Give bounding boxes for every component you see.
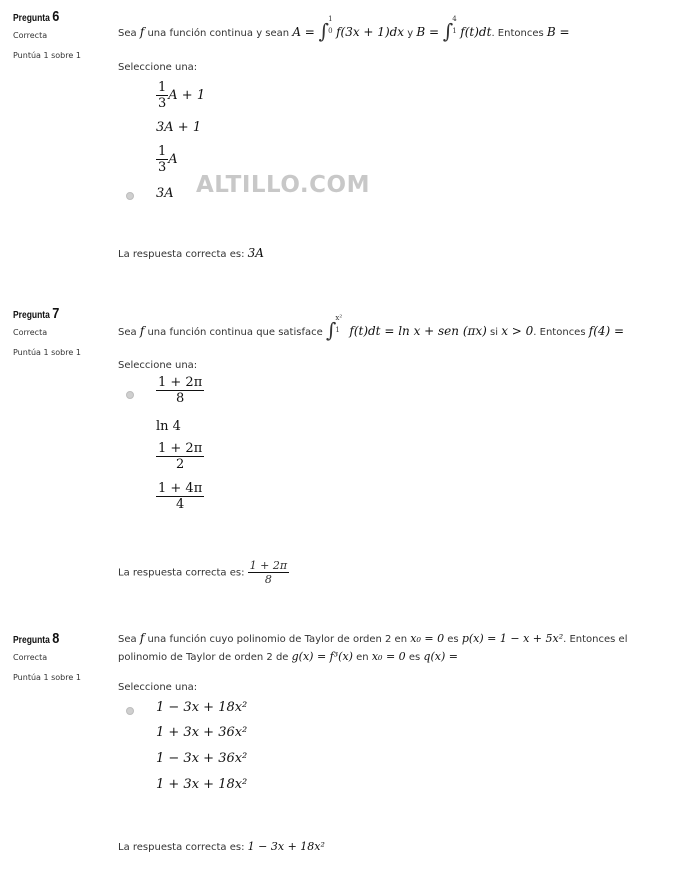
question-info xyxy=(13,630,108,682)
option-text: $\frac{1 + 2\pi}{2}$ xyxy=(158,441,203,472)
option-text: $\frac{1}{3}$ A xyxy=(158,144,178,175)
option-text: 3A + 1 xyxy=(156,120,202,135)
select-prompt: Seleccione una: xyxy=(118,360,198,371)
correct-answer: La respuesta correcta es: $\frac{1 + 2\pi}{8}$ xyxy=(118,559,288,586)
option-text: 1 + 3x + 18x² xyxy=(156,777,248,792)
question-info xyxy=(13,8,108,60)
option-a[interactable] xyxy=(118,698,418,724)
statement-line-2: polinomio de Taylor de orden 2 de g(x) = f³(x) en x₀ = 0 es q(x) = xyxy=(118,650,458,663)
select-prompt: Seleccione una: xyxy=(118,62,198,73)
select-prompt: Seleccione una: xyxy=(118,682,198,693)
statement-line-1: Sea f una función cuyo polinomio de Taylor de orden 2 en x₀ = 0 es p(x) = 1 − x + 5x². Entonces el xyxy=(118,631,628,645)
option-a[interactable] xyxy=(118,78,418,114)
question-state: Correcta xyxy=(13,653,48,662)
question-state: Correcta xyxy=(13,328,48,337)
question-content xyxy=(118,630,678,853)
option-c[interactable] xyxy=(118,441,418,479)
option-a[interactable] xyxy=(118,375,418,413)
option-text: ln 4 xyxy=(156,419,181,434)
radio-selected[interactable] xyxy=(126,707,134,715)
option-text: 1 − 3x + 36x² xyxy=(156,751,248,766)
question-statement xyxy=(118,630,678,666)
option-text: $\frac{1}{3}$ A + 1 xyxy=(158,80,206,111)
option-text: 1 + 3x + 36x² xyxy=(156,725,248,740)
question-statement: Sea f una función continua y sean A = ∫ 1 0 f(3x + 1)dx y B = ∫ 4 1 f(t)dt. Entonces B = xyxy=(118,15,570,43)
question-grade: Puntúa 1 sobre 1 xyxy=(13,348,81,357)
option-b[interactable] xyxy=(118,725,418,751)
question-number: Pregunta 7 xyxy=(13,305,60,322)
option-d[interactable] xyxy=(118,481,418,519)
option-text: 3A xyxy=(156,186,174,201)
watermark: ALTILLO.COM xyxy=(196,172,370,198)
correct-answer: La respuesta correcta es: 3A xyxy=(118,246,264,260)
question-content xyxy=(118,305,678,586)
question-info xyxy=(13,305,108,357)
option-c[interactable] xyxy=(118,751,418,777)
question-number: Pregunta 6 xyxy=(13,8,60,25)
option-d[interactable] xyxy=(118,777,418,803)
question-statement: Sea f una función continua que satisface ∫ x² 1 f(t)dt = ln x + sen (πx) si x > 0. Entonces f(4) = xyxy=(118,314,625,342)
option-text: $\frac{1 + 2\pi}{8}$ xyxy=(158,375,203,406)
question-grade: Puntúa 1 sobre 1 xyxy=(13,51,81,60)
option-text: 1 − 3x + 18x² xyxy=(156,700,248,715)
question-state: Correcta xyxy=(13,31,48,40)
question-grade: Puntúa 1 sobre 1 xyxy=(13,673,81,682)
correct-answer: La respuesta correcta es: 1 − 3x + 18x² xyxy=(118,840,325,853)
question-number: Pregunta 8 xyxy=(13,630,60,647)
option-text: $\frac{1 + 4\pi}{4}$ xyxy=(158,481,203,512)
radio-selected[interactable] xyxy=(126,192,134,200)
radio-selected[interactable] xyxy=(126,391,134,399)
